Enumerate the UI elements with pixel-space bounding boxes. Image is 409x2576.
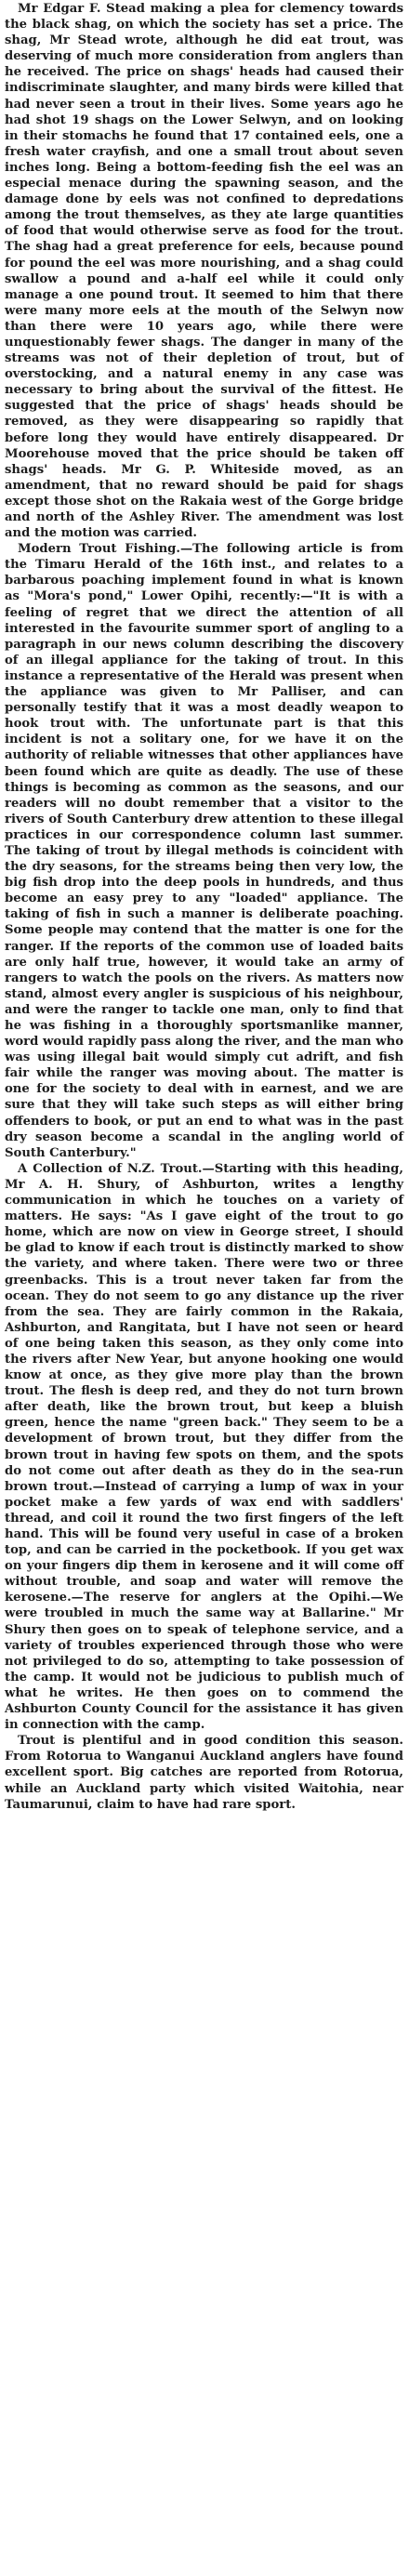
- article-paragraph-nz-trout-collection: A Collection of N.Z. Trout.—Starting with this heading, Mr A. H. Shury, of Ashburton, writes a lengthy communication in which he touches on a variety of matters. He says: "As I gave eight of the trout to go home, which are now on view in George street, I should be glad to know if each trout is distinctly marked to show the variety, and where taken. There were two or three greenbacks. This is a trout never taken far from the ocean. They do not seem to go any distance up the river from the sea. They are fairly common in the Rakaia, Ashburton, and Rangitata, but I have not seen or heard of one being taken this season, as they only come into the rivers after New Year, but anyone hooking one would know at once, as they give more play than the brown trout. The flesh is deep red, and they do not turn brown after death, like the brown trout, but keep a bluish green, hence the name "green back." They seem to be a development of brown trout, but they differ from the brown trout in having few spots on them, and the spots do not come out after death as they do in the sea-run brown trout.—Instead of carrying a lump of wax in your pocket make a few yards of wax end with saddlers' thread, and coil it round the two first fingers of the left hand. This will be found very useful in case of a broken top, and can be carried in the pocketbook. If you get wax on your fingers dip them in kerosene and it will come off without trouble, and soap and water will remove the kerosene.—The reserve for anglers at the Opihi.—We were troubled in much the same way at Ballarine." Mr Shury then goes on to speak of telephone service, and a variety of troubles experienced through those who were not privileged to do so, attempting to take possession of the camp. It would not be judicious to publish much of what he writes. He then goes on to commend the Ashburton County Council for the assistance it has given in connection with the camp.: [5, 1161, 403, 1733]
- article-paragraph-shag-plea: Mr Edgar F. Stead making a plea for clemency towards the black shag, on which the society has set a price. The shag, Mr Stead wrote, although he did eat trout, was deserving of much more consideration from anglers than he received. The price on shags' heads had caused their indiscriminate slaughter, and many birds were killed that had never seen a trout in their lives. Some years ago he had shot 19 shags on the Lower Selwyn, and on looking in their stomachs he found that 17 contained eels, one a fresh water crayfish, and one a small trout about seven inches long. Being a bottom-feeding fish the eel was an especial menace during the spawning season, and the damage done by eels was not confined to depredations among the trout themselves, as they ate large quantities of food that would otherwise serve as food for the trout. The shag had a great preference for eels, because pound for pound the eel was more nourishing, and a shag could swallow a pound and a-half eel while it could only manage a one pound trout. It seemed to him that there were many more eels at the mouth of the Selwyn now than there were 10 years ago, while there were unquestionably fewer shags. The danger in many of the streams was not of their depletion of trout, but of overstocking, and a natural enemy in any case was necessary to bring about the survival of the fittest. He suggested that the price of shags' heads should be removed, as they were disappearing so rapidly that before long they would have entirely disappeared. Dr Moorehouse moved that the price should be taken off shags' heads. Mr G. P. Whiteside moved, as an amendment, that no reward should be paid for shags except those shot on the Rakaia west of the Gorge bridge and north of the Ashley River. The amendment was lost and the motion was carried.: [5, 2, 403, 541]
- article-paragraph-trout-plentiful: Trout is plentiful and in good condition this season. From Rotorua to Wanganui Auckland anglers have found excellent sport. Big catches are reported from Rotorua, while an Auckland party which visited Waitohia, near Taumarunui, claim to have had rare sport.: [5, 1734, 403, 1812]
- article-paragraph-modern-trout-fishing: Modern Trout Fishing.—The following article is from the Timaru Herald of the 16th inst., and relates to a barbarous poaching implement found in what is known as "Mora's pond," Lower Opihi, recently:—"It is with a feeling of regret that we direct the attention of all interested in the favourite summer sport of angling to a paragraph in our news column describing the discovery of an illegal appliance for the taking of trout. In this instance a representative of the Herald was present when the appliance was given to Mr Palliser, and can personally testify that it was a most deadly weapon to hook trout with. The unfortunate part is that this incident is not a solitary one, for we have it on the authority of reliable witnesses that other appliances have been found which are quite as deadly. The use of these things is becoming as common as the seasons, and our readers will no doubt remember that a visitor to the rivers of South Canterbury drew attention to these illegal practices in our correspondence column last summer. The taking of trout by illegal methods is coincident with the dry seasons, for the streams being then very low, the big fish drop into the deep pools in hundreds, and thus become an easy prey to any "loaded" appliance. The taking of fish in such a manner is deliberate poaching. Some people may contend that the matter is one for the ranger. If the reports of the common use of loaded baits are only half true, however, it would take an army of rangers to watch the pools on the rivers. As matters now stand, almost every angler is suspicious of his neighbour, and were the ranger to tackle one man, only to find that he was fishing in a thoroughly sportsmanlike manner, word would rapidly pass along the river, and the man who was using illegal bait would simply cut adrift, and fish fair while the ranger was moving about. The matter is one for the society to deal with in earnest, and we are sure that they will take such steps as will either bring offenders to book, or put an end to what was in the past dry season become a scandal in the angling world of South Canterbury.": [5, 542, 403, 1160]
